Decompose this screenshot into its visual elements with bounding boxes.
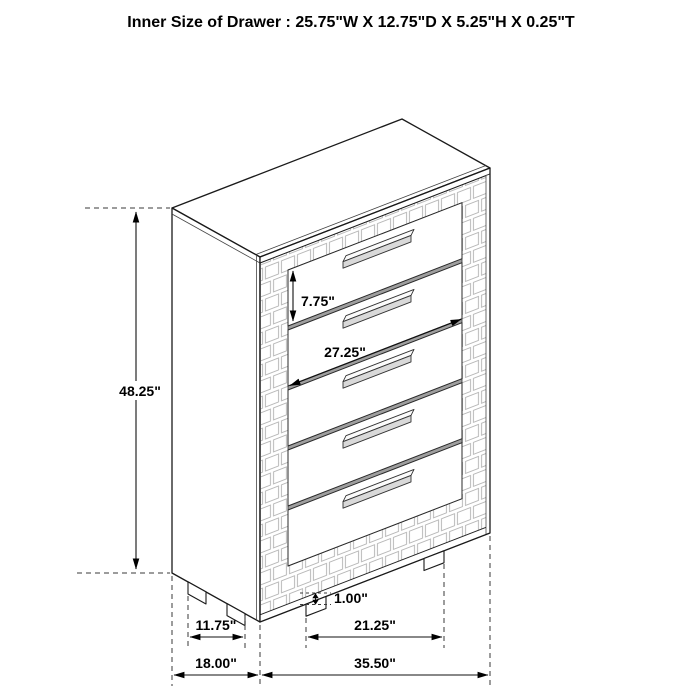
dim-feet-depth-span xyxy=(190,617,243,637)
base-height-label: 1.00" xyxy=(334,590,368,606)
chest-figure xyxy=(172,119,490,626)
overall-height-label: 48.25" xyxy=(119,383,161,399)
dim-overall-width xyxy=(262,655,488,675)
feet-depth-span-label: 11.75" xyxy=(195,617,237,633)
diagram-title: Inner Size of Drawer : 25.75"W X 12.75"D X 5.25"H X 0.25"T xyxy=(127,14,575,31)
drawer-height-label: 7.75" xyxy=(301,293,335,309)
dim-overall-depth xyxy=(174,655,258,675)
dim-feet-width-span xyxy=(308,617,442,637)
overall-width-label: 35.50" xyxy=(354,655,396,671)
feet-width-span-label: 21.25" xyxy=(354,617,396,633)
side-face xyxy=(172,208,260,622)
drawer-width-label: 27.25" xyxy=(324,344,366,360)
dim-overall-height xyxy=(111,212,169,569)
overall-depth-label: 18.00" xyxy=(195,655,237,671)
